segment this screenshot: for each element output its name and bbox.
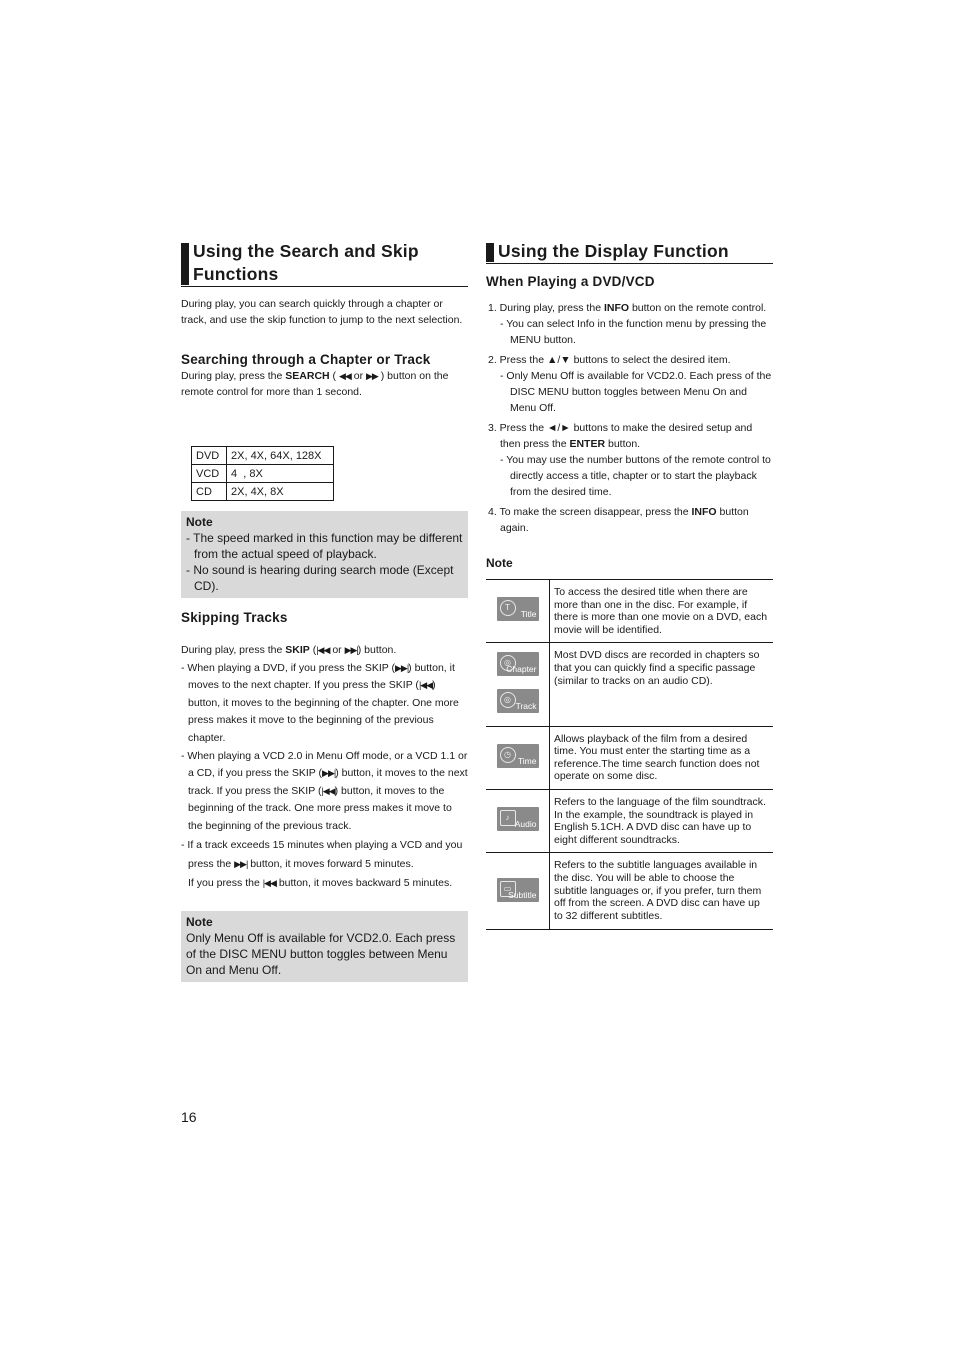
search-skip-heading	[181, 240, 468, 287]
table-row: CD 2X, 4X, 8X	[192, 483, 334, 501]
note-text: Only Menu Off is available for VCD2.0. Each press of the DISC MENU button toggles between Menu On and Menu Off.	[186, 930, 456, 977]
skip-item-long-track: - If a track exceeds 15 minutes when playing a VCD and you press the ▶▶| button, it moves forward 5 minutes. If you press the |◀◀ button, it moves backward 5 minutes.	[181, 838, 463, 889]
up-down-arrow-icon: ▲/▼	[546, 354, 571, 366]
skip-forward-icon: ▶▶|	[234, 858, 248, 869]
step-3: 3. Press the ◄/► buttons to make the desired setup and then press the ENTER button. - You may use the number buttons of the remote control to directly access a title, chapter or to start the playback from the desired time.	[488, 422, 771, 498]
right-column	[486, 240, 773, 930]
table-row: T Title To access the desired title when there are more than one in the disc. For example, if there is more than one movie on a DVD, each movie will be identified.	[486, 580, 773, 643]
subtitle-icon: ▭ Subtitle	[497, 878, 539, 902]
note-title: Note	[186, 515, 213, 529]
table-row: ▭ Subtitle Refers to the subtitle languages available in the disc. You will be able to choose the subtitle languages or, if you prefer, turn them off from the screen. A DVD disc can have up to 32 different subtitles.	[486, 853, 773, 930]
note-item: - No sound is hearing during search mode (Except CD).	[186, 563, 454, 593]
table-row: ♪ Audio Refers to the language of the film soundtrack. In the example, the soundtrack is played in English 5.1CH. A DVD disc can have up to eight different soundtracks.	[486, 789, 773, 852]
time-icon: ◷ Time	[497, 744, 539, 768]
search-speed-table	[191, 446, 334, 501]
skip-back-icon: |◀◀	[262, 877, 276, 888]
left-right-arrow-icon: ◄/►	[546, 422, 571, 434]
table-row: VCD 4 , 8X	[192, 465, 334, 483]
page-number: 16	[181, 1109, 197, 1125]
skip-instructions	[181, 642, 468, 893]
section-title: Using the Search and Skip Functions	[193, 241, 419, 284]
skip-forward-icon: ▶▶|	[394, 662, 409, 673]
chapter-icon: ◎ Chapter	[497, 652, 539, 676]
track-icon: ◎ Track	[497, 689, 539, 713]
skip-forward-icon: ▶▶|	[322, 768, 336, 779]
skip-back-icon: |◀◀	[418, 680, 433, 691]
heading-bar	[181, 243, 189, 285]
table-row: ◷ Time Allows playback of the film from a desired time. You must enter the starting time as a reference.The time search function does not operate on some disc.	[486, 726, 773, 789]
note-title: Note	[186, 914, 213, 929]
display-steps	[486, 300, 773, 536]
table-row: DVD 2X, 4X, 64X, 128X	[192, 447, 334, 465]
step-4: 4. To make the screen disappear, press the INFO button again.	[488, 506, 749, 534]
skip-subtitle: Skipping Tracks	[181, 610, 288, 625]
intro-text: During play, you can search quickly through a chapter or track, and use the skip function to jump to the next selection.	[181, 298, 463, 326]
audio-icon: ♪ Audio	[497, 807, 539, 831]
title-icon: T Title	[497, 597, 539, 621]
heading-bar	[486, 243, 494, 262]
skip-item-vcd: - When playing a VCD 2.0 in Menu Off mode, or a VCD 1.1 or a CD, if you press the SKIP (▶▶|) button, it moves to the next track. If you press the SKIP (|◀◀) button, it moves to the beginning of the track. One more press makes it move to the beginning of the previous track.	[181, 749, 468, 832]
skip-forward-icon: ▶▶|	[344, 645, 358, 655]
skip-item-dvd: - When playing a DVD, if you press the SKIP (▶▶|) button, it moves to the next chapter. If you press the SKIP (|◀◀) button, it moves to the beginning of the chapter. One more press makes it move to the beginning of the previous chapter.	[181, 661, 459, 744]
note-item: - The speed marked in this function may be different from the actual speed of playback.	[186, 531, 463, 561]
section-title: Using the Display Function	[498, 241, 729, 261]
search-instruction: During play, press the SEARCH ( ◀◀ or ▶▶ ) button on the remote control for more than 1 second.	[181, 370, 449, 398]
note-title: Note	[486, 556, 513, 570]
rewind-icon: ◀◀	[338, 371, 351, 381]
dvd-vcd-subtitle: When Playing a DVD/VCD	[486, 274, 655, 289]
search-note	[181, 511, 468, 598]
table-row: ◎ Chapter ◎ Track Most DVD discs are recorded in chapters so that you can quickly find a specific passage (similar to tracks on an audio CD).	[486, 643, 773, 726]
left-column	[181, 240, 468, 982]
vcd-note	[181, 911, 468, 982]
skip-back-icon: |◀◀	[321, 785, 335, 796]
skip-back-icon: |◀◀	[316, 645, 330, 655]
skip-intro: During play, press the SKIP (|◀◀ or ▶▶|) button.	[181, 644, 397, 656]
fast-forward-icon: ▶▶	[365, 371, 378, 381]
search-subtitle: Searching through a Chapter or Track	[181, 352, 431, 367]
display-heading	[486, 240, 773, 264]
step-2: 2. Press the ▲/▼ buttons to select the desired item. - Only Menu Off is available for VCD2.0. Each press of the DISC MENU button toggles between Menu On and Menu Off.	[488, 354, 772, 414]
display-info-table	[486, 579, 773, 930]
step-1: 1. During play, press the INFO button on the remote control. - You can select Info in the function menu by pressing the MENU button.	[488, 302, 767, 346]
